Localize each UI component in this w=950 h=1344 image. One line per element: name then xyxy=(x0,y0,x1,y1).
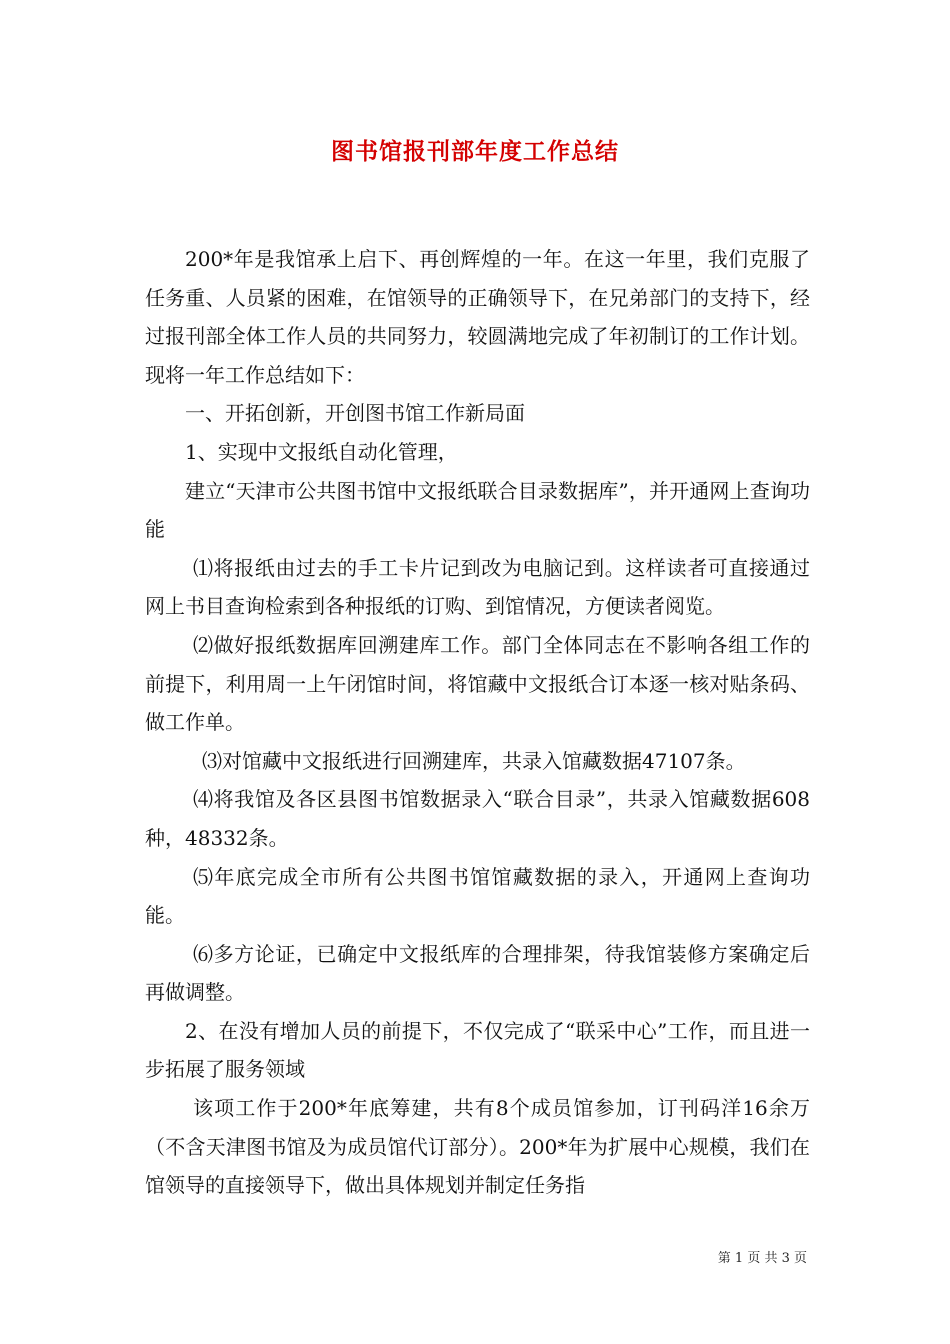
list-item-2: ⑵做好报纸数据库回溯建库工作。部门全体同志在不影响各组工作的前提下，利用周一上午闭馆时间，将馆藏中文报纸合订本逐一核对贴条码、做工作单。 xyxy=(145,632,810,735)
subsection-heading-1: 1、实现中文报纸自动化管理， xyxy=(185,439,458,464)
paragraph-center: 该项工作于200*年底筹建，共有8个成员馆参加，订刊码洋16余万（不含天津图书馆及为成员馆代订部分）。200*年为扩展中心规模，我们在馆领导的直接领导下，做出具体规划并制定任务指 xyxy=(145,1096,810,1198)
paragraph-database: 建立“天津市公共图书馆中文报纸联合目录数据库”，并开通网上查询功能 xyxy=(145,478,810,542)
paragraph-intro: 200*年是我馆承上启下、再创辉煌的一年。在这一年里，我们克服了任务重、人员紧的困难，在馆领导的正确领导下，在兄弟部门的支持下，经过报刊部全体工作人员的共同努力，较圆满地完成了年初制订的工作计划。现将一年工作总结如下： xyxy=(145,247,810,387)
list-item-3: ⑶对馆藏中文报纸进行回溯建库，共录入馆藏数据47107条。 xyxy=(202,748,746,773)
subsection-heading-2: 2、在没有增加人员的前提下，不仅完成了“联采中心”工作，而且进一步拓展了服务领域 xyxy=(145,1018,810,1082)
page-number: 第 1 页 共 3 页 xyxy=(717,1251,807,1266)
list-item-5: ⑸年底完成全市所有公共图书馆馆藏数据的录入，开通网上查询功能。 xyxy=(145,864,810,928)
list-item-6: ⑹多方论证，已确定中文报纸库的合理排架，待我馆装修方案确定后再做调整。 xyxy=(145,941,810,1005)
document-body xyxy=(145,240,810,1205)
document-title: 图书馆报刊部年度工作总结 xyxy=(331,138,619,165)
section-heading-1: 一、开拓创新，开创图书馆工作新局面 xyxy=(185,401,525,426)
list-item-1: ⑴将报纸由过去的手工卡片记到改为电脑记到。这样读者可直接通过网上书目查询检索到各种报纸的订购、到馆情况，方便读者阅览。 xyxy=(145,555,810,619)
list-item-4: ⑷将我馆及各区县图书馆数据录入“联合目录”，共录入馆藏数据608种，48332条。 xyxy=(145,787,810,850)
